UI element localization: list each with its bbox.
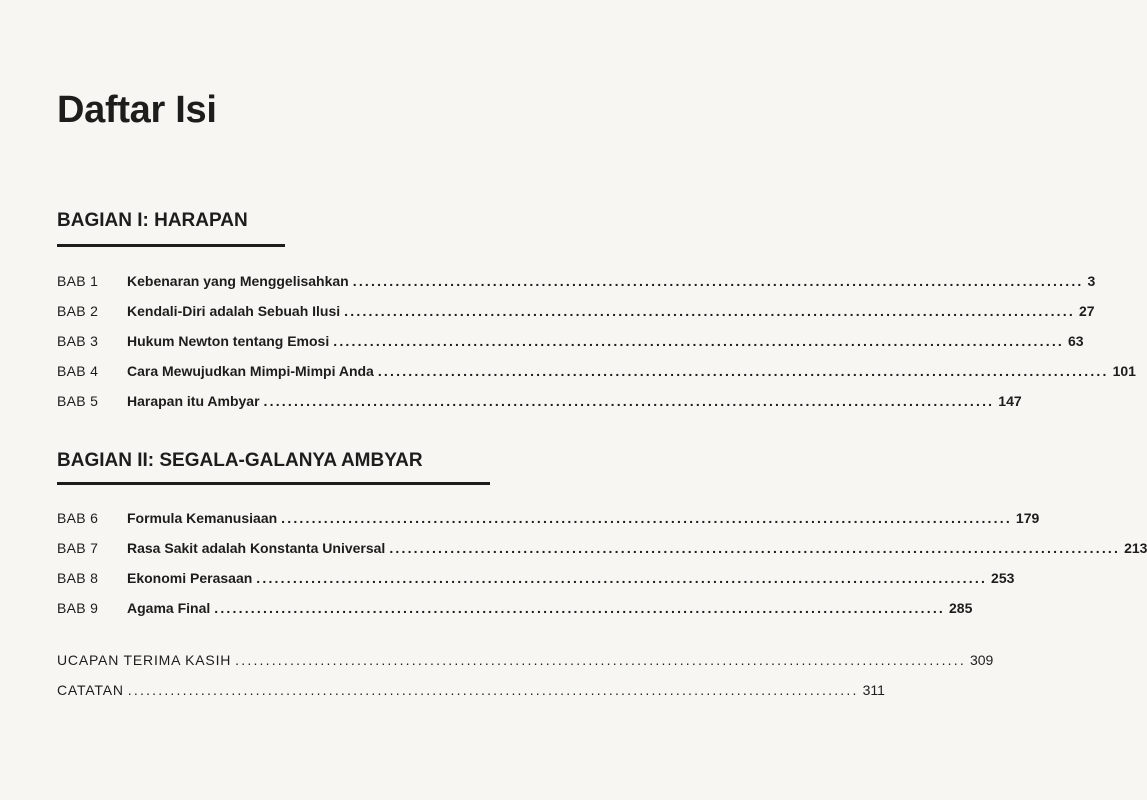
dot-leader: ........................................................................................................................ — [235, 652, 966, 668]
chapter-page: 253 — [991, 570, 1015, 586]
chapter-label: BAB 7 — [57, 540, 99, 556]
chapter-label: BAB 3 — [57, 333, 99, 349]
toc-entry-bab-5[interactable] — [57, 393, 1022, 415]
chapter-page: 179 — [1015, 510, 1040, 526]
dot-leader: ........................................................................................................................ — [256, 570, 988, 586]
toc-entry-bab-7[interactable] — [57, 540, 1147, 562]
chapter-label: BAB 6 — [57, 510, 99, 526]
page-title: Daftar Isi — [57, 89, 217, 131]
dot-leader: ........................................................................................................................ — [281, 510, 1012, 526]
toc-entry-bab-6[interactable] — [57, 510, 1040, 532]
part-divider-2 — [57, 482, 490, 485]
part-divider-1 — [57, 244, 285, 247]
chapter-title: Hukum Newton tentang Emosi — [127, 333, 330, 349]
chapter-title: Kendali-Diri adalah Sebuah Ilusi — [127, 303, 341, 319]
chapter-label: BAB 2 — [57, 303, 99, 319]
chapter-page: 63 — [1068, 333, 1084, 349]
chapter-title: Kebenaran yang Menggelisahkan — [127, 273, 349, 289]
chapter-title: Formula Kemanusiaan — [127, 510, 278, 526]
dot-leader: ........................................................................................................................ — [389, 540, 1121, 556]
part-heading-2: BAGIAN II: SEGALA-GALANYA AMBYAR — [57, 450, 423, 471]
chapter-label: BAB 5 — [57, 393, 99, 409]
dot-leader: ........................................................................................................................ — [344, 303, 1075, 319]
toc-entry-bab-9[interactable] — [57, 600, 973, 622]
chapter-page: 285 — [949, 600, 973, 616]
toc-entry-notes[interactable] — [57, 682, 885, 704]
chapter-page: 101 — [1112, 363, 1136, 379]
dot-leader: ........................................................................................................................ — [214, 600, 946, 616]
dot-leader: ........................................................................................................................ — [263, 393, 995, 409]
chapter-title: Harapan itu Ambyar — [127, 393, 260, 409]
part-heading-1: BAGIAN I: HARAPAN — [57, 210, 248, 231]
toc-entry-bab-1[interactable] — [57, 273, 1096, 295]
chapter-title: Cara Mewujudkan Mimpi-Mimpi Anda — [127, 363, 374, 379]
toc-entry-bab-4[interactable] — [57, 363, 1136, 385]
dot-leader: ........................................................................................................................ — [352, 273, 1084, 289]
backmatter-page: 311 — [862, 682, 885, 698]
chapter-label: BAB 4 — [57, 363, 99, 379]
chapter-title: Agama Final — [127, 600, 211, 616]
toc-entry-acknowledgements[interactable] — [57, 652, 994, 674]
toc-entry-bab-8[interactable] — [57, 570, 1015, 592]
backmatter-title: CATATAN — [57, 682, 124, 698]
chapter-page: 3 — [1087, 273, 1096, 289]
dot-leader: ........................................................................................................................ — [377, 363, 1109, 379]
chapter-title: Ekonomi Perasaan — [127, 570, 253, 586]
dot-leader: ........................................................................................................................ — [333, 333, 1064, 349]
chapter-label: BAB 8 — [57, 570, 99, 586]
toc-entry-bab-3[interactable] — [57, 333, 1084, 355]
chapter-label: BAB 9 — [57, 600, 99, 616]
chapter-page: 213 — [1124, 540, 1147, 556]
dot-leader: ........................................................................................................................ — [127, 682, 859, 698]
chapter-page: 147 — [998, 393, 1022, 409]
backmatter-title: UCAPAN TERIMA KASIH — [57, 652, 232, 668]
chapter-title: Rasa Sakit adalah Konstanta Universal — [127, 540, 386, 556]
backmatter-page: 309 — [969, 652, 994, 668]
chapter-label: BAB 1 — [57, 273, 99, 289]
toc-entry-bab-2[interactable] — [57, 303, 1095, 325]
chapter-page: 27 — [1078, 303, 1095, 319]
